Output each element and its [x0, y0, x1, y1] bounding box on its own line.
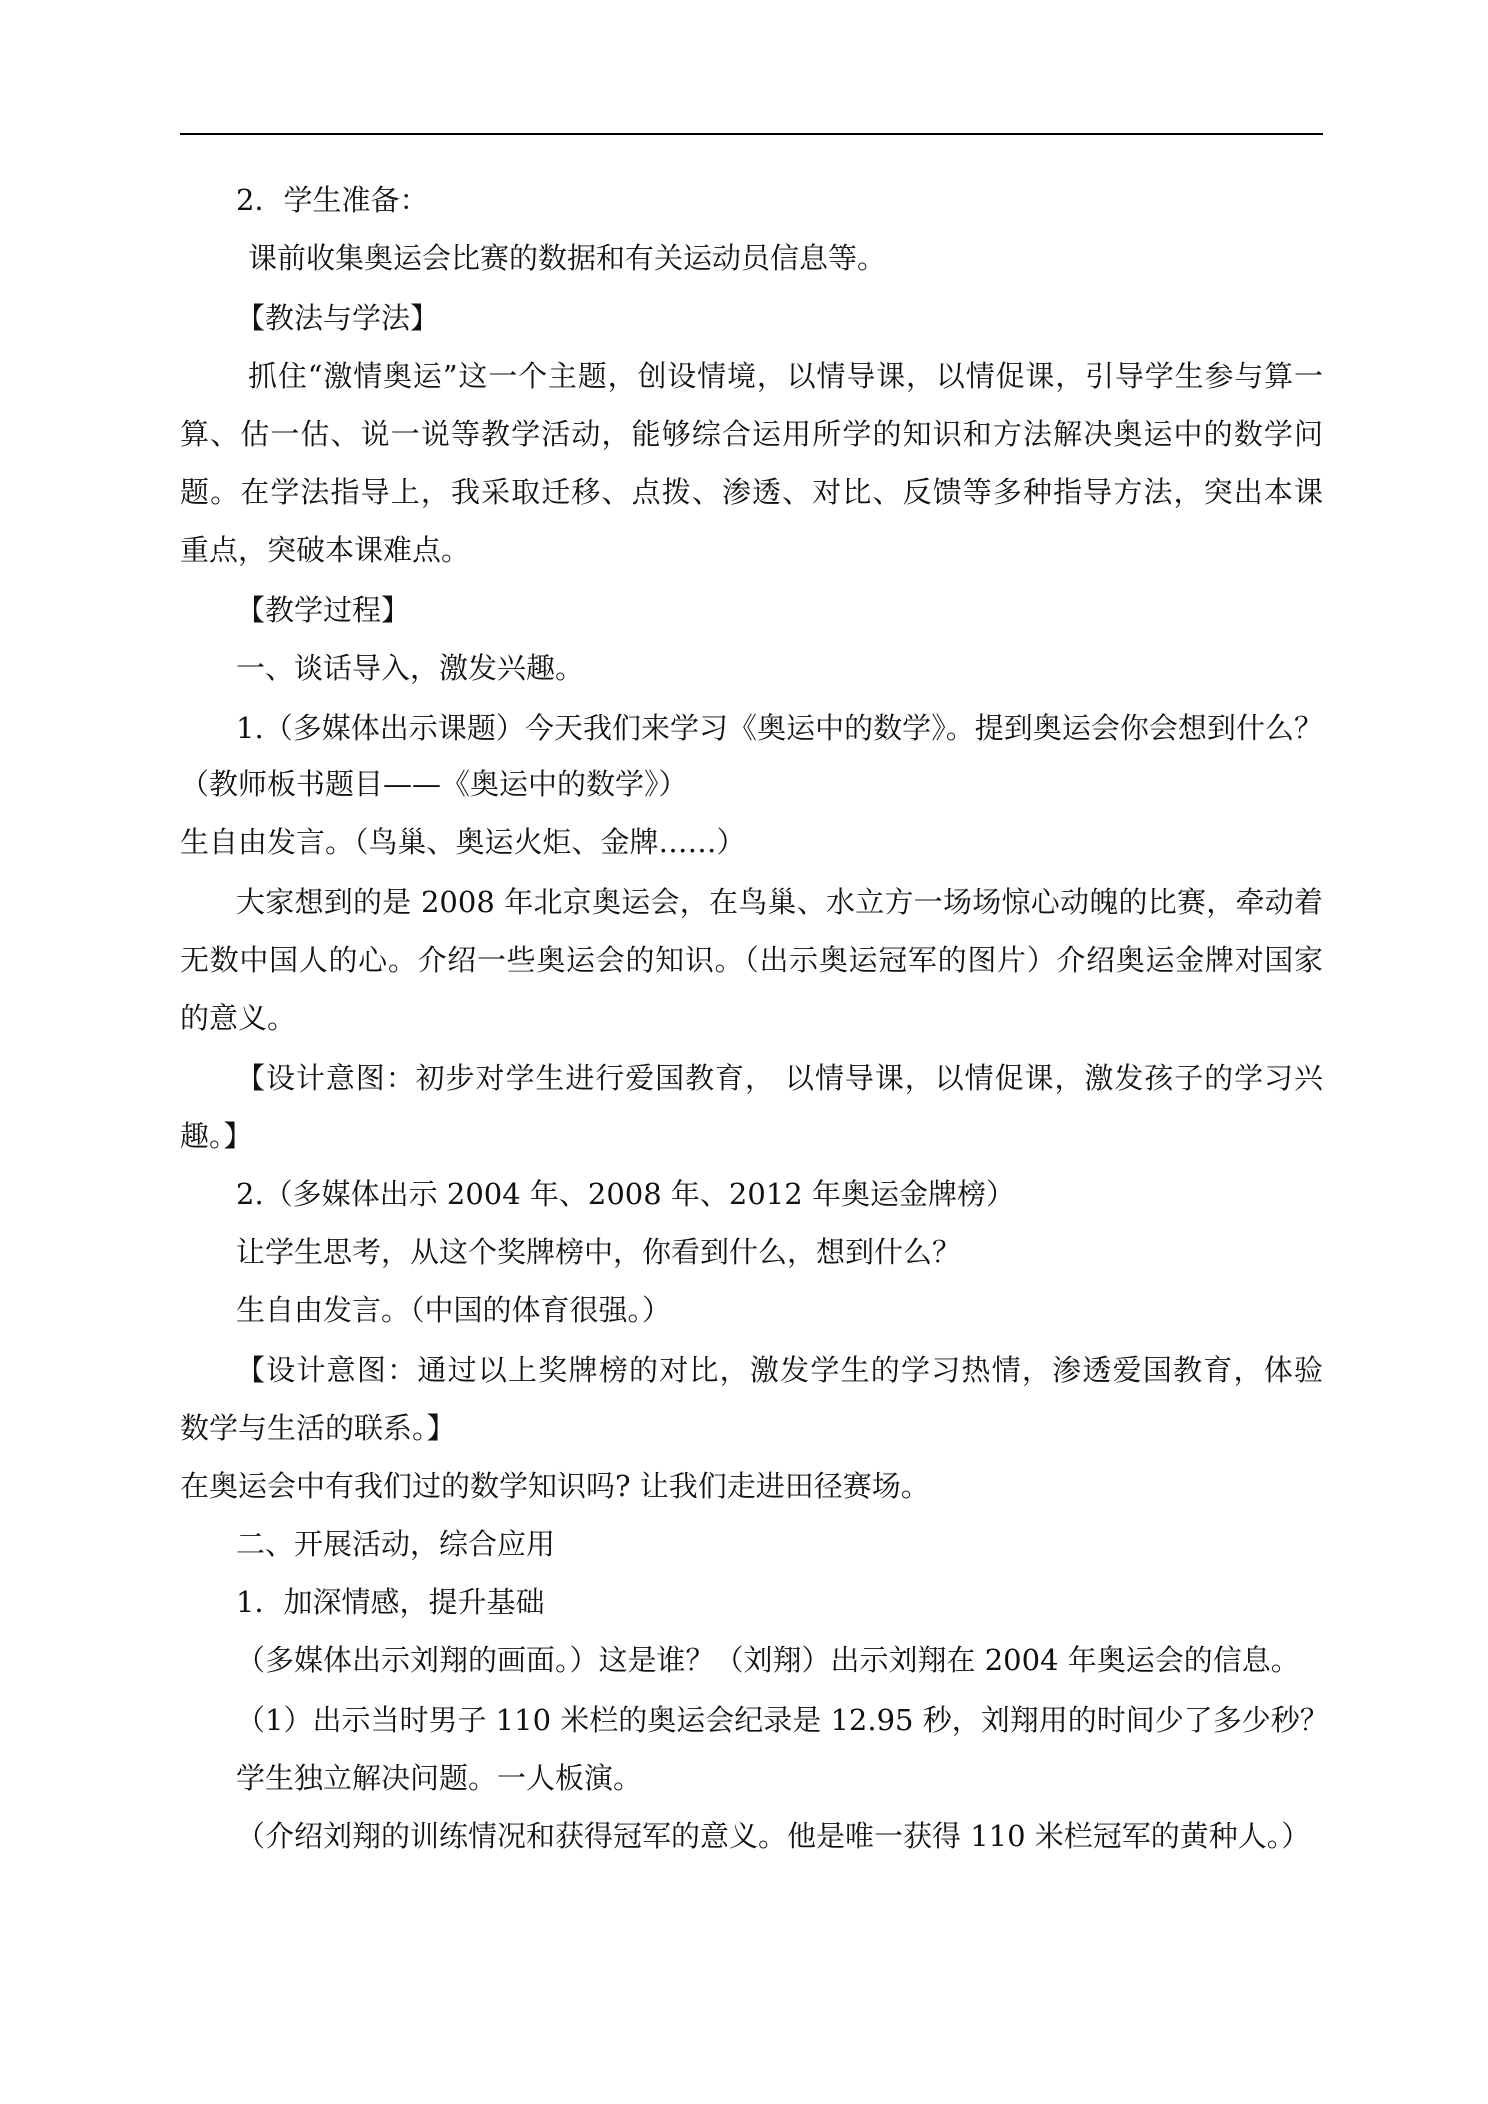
text-line: 生自由发言。（鸟巢、奥运火炬、金牌……） — [180, 825, 746, 859]
text-line: （教师板书题目——《奥运中的数学》） — [180, 767, 688, 801]
text-line: 无数中国人的心。介绍一些奥运会的知识。（出示奥运冠军的图片）介绍奥运金牌对国家 — [180, 943, 1323, 977]
text-line: 在奥运会中有我们过的数学知识吗? 让我们走进田径赛场。 — [180, 1469, 930, 1503]
text-line: 让学生思考，从这个奖牌榜中，你看到什么，想到什么？ — [236, 1235, 962, 1269]
text-line: 课前收集奥运会比赛的数据和有关运动员信息等。 — [248, 241, 887, 275]
text-line: 数学与生活的联系。】 — [180, 1411, 456, 1445]
text-line: （1）出示当时男子 110 米栏的奥运会纪录是 12.95 秒，刘翔用的时间少了多少秒？ — [236, 1703, 1329, 1737]
text-line: 生自由发言。（中国的体育很强。） — [236, 1293, 672, 1327]
text-line: 1．加深情感，提升基础 — [236, 1585, 545, 1619]
text-line: 一、谈话导入，激发兴趣。 — [236, 651, 585, 685]
text-line: 【设计意图：初步对学生进行爱国教育， 以情导课，以情促课，激发孩子的学习兴 — [236, 1061, 1323, 1095]
section-heading: 【教学过程】 — [236, 593, 411, 627]
text-line: 题。在学法指导上，我采取迁移、点拨、渗透、对比、反馈等多种指导方法，突出本课 — [180, 475, 1323, 509]
text-line: 大家想到的是 2008 年北京奥运会，在鸟巢、水立方一场场惊心动魄的比赛，牵动着 — [236, 885, 1323, 919]
text-line: 算、估一估、说一说等教学活动，能够综合运用所学的知识和方法解决奥运中的数学问 — [180, 417, 1323, 451]
text-line: 学生独立解决问题。一人板演。 — [236, 1761, 643, 1795]
section-heading: 【教法与学法】 — [236, 301, 440, 335]
text-line: 趣。】 — [180, 1119, 253, 1153]
text-line: （多媒体出示刘翔的画面。）这是谁？（刘翔）出示刘翔在 2004 年奥运会的信息。 — [236, 1643, 1300, 1677]
text-line: 抓住“激情奥运”这一个主题，创设情境，以情导课，以情促课，引导学生参与算一 — [248, 359, 1323, 393]
text-line: （介绍刘翔的训练情况和获得冠军的意义。他是唯一获得 110 米栏冠军的黄种人。） — [236, 1819, 1311, 1853]
text-line: 【设计意图：通过以上奖牌榜的对比，激发学生的学习热情，渗透爱国教育，体验 — [236, 1353, 1323, 1387]
text-line: 1.（多媒体出示课题）今天我们来学习《奥运中的数学》。提到奥运会你会想到什么？ — [236, 711, 1323, 745]
text-line: 重点，突破本课难点。 — [180, 533, 471, 567]
section-heading: 二、开展活动，综合应用 — [236, 1527, 556, 1561]
text-line: 2．学生准备： — [236, 183, 429, 217]
header-rule — [180, 133, 1323, 135]
text-line: 的意义。 — [180, 1001, 297, 1035]
text-line: 2.（多媒体出示 2004 年、2008 年、2012 年奥运金牌榜） — [236, 1177, 1015, 1211]
